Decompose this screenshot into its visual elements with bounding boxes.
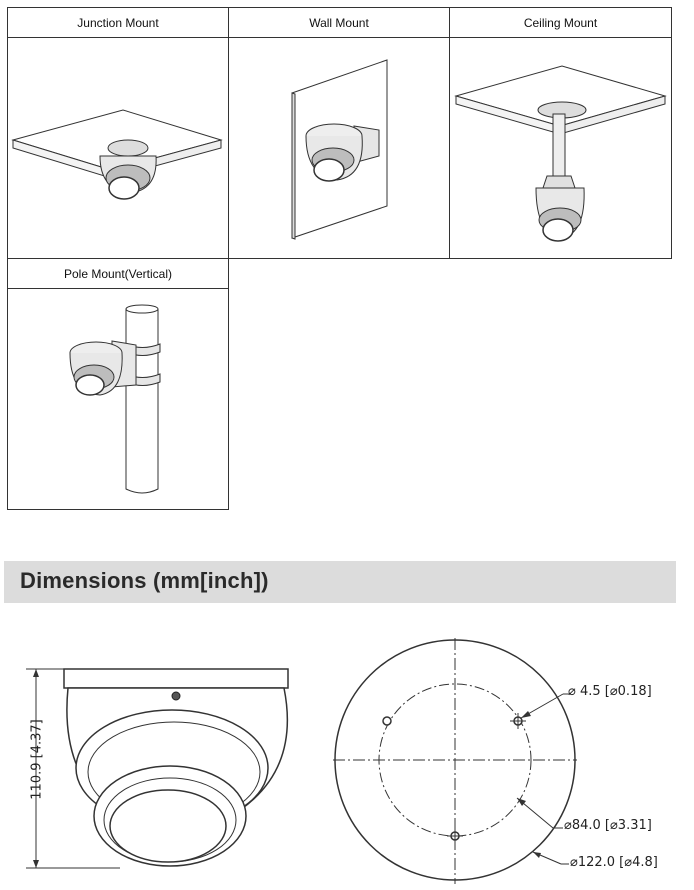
- ceiling-mount-cell: [449, 7, 672, 259]
- pole-mount-label: Pole Mount(Vertical): [8, 259, 228, 289]
- junction-mount-illustration: [8, 38, 228, 258]
- base-diameter-label: ⌀122.0 [⌀4.8]: [570, 855, 658, 870]
- bottom-view-drawing: [325, 628, 694, 890]
- ceiling-mount-illustration: [450, 38, 671, 258]
- ceiling-mount-label: Ceiling Mount: [450, 8, 671, 38]
- junction-mount-cell: [7, 7, 229, 259]
- pcd-diameter-label: ⌀84.0 [⌀3.31]: [564, 818, 652, 833]
- pole-mount-cell: [7, 258, 229, 510]
- wall-mount-label: Wall Mount: [229, 8, 449, 38]
- section-title: Dimensions (mm[inch]): [20, 568, 269, 593]
- wall-mount-illustration: [229, 38, 449, 258]
- junction-mount-label: Junction Mount: [8, 8, 228, 38]
- side-view-drawing: [0, 650, 330, 890]
- height-dimension-label: 110.9 [4.37]: [29, 719, 45, 800]
- hole-diameter-label: ⌀ 4.5 [⌀0.18]: [568, 684, 652, 699]
- pole-mount-illustration: [8, 289, 228, 509]
- wall-mount-cell: [228, 7, 450, 259]
